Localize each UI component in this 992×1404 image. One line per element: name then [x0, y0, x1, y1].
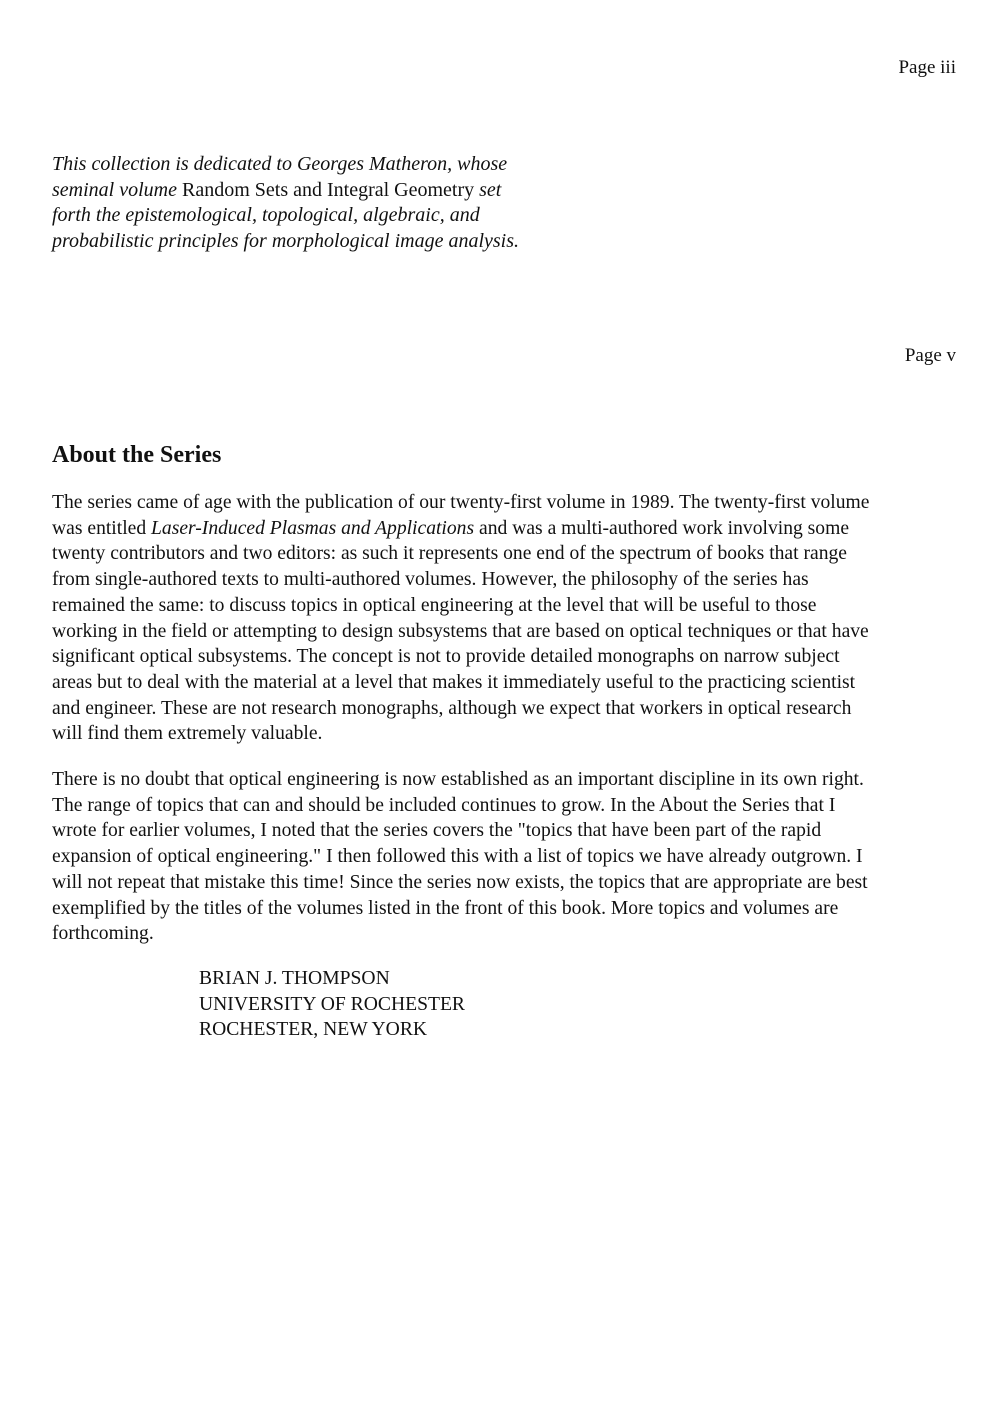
text-line: exemplified by the titles of the volumes listed in the front of this book. More topics and volumes are: [52, 897, 839, 919]
text-line: expansion of optical engineering." I then followed this with a list of topics we have already outgrown. I: [52, 846, 863, 868]
text-line: forthcoming.: [52, 923, 154, 945]
signature-name: BRIAN J. THOMPSON: [199, 968, 390, 989]
page-number-v: Page v: [904, 345, 956, 366]
signature-affiliation: UNIVERSITY OF ROCHESTER: [199, 993, 465, 1015]
paragraph-1: [52, 490, 952, 747]
dedication-line: forth the epistemological, topological, algebraic, and: [52, 204, 480, 226]
text-line: will find them extremely valuable.: [52, 723, 323, 745]
text-line: working in the field or attempting to design subsystems that are based on optical techniques or that have: [52, 620, 869, 642]
text-line: and engineer. These are not research monographs, although we expect that workers in optical research: [52, 697, 852, 719]
signature-block: [199, 966, 465, 1043]
text-line: remained the same: to discuss topics in optical engineering at the level that will be useful to those: [52, 594, 817, 616]
text-line: will not repeat that mistake this time! Since the series now exists, the topics that are appropriate are best: [52, 871, 868, 893]
dedication-line: probabilistic principles for morphological image analysis.: [52, 229, 520, 252]
text-line: significant optical subsystems. The concept is not to provide detailed monographs on narrow subject: [52, 646, 840, 668]
text-line: areas but to deal with the material at a level that makes it immediately useful to the practicing scientist: [52, 671, 856, 693]
dedication-line: This collection is dedicated to Georges Matheron, whose: [52, 153, 508, 175]
text-segment: and was a multi-authored work involving some: [474, 517, 850, 539]
section-heading: About the Series: [52, 442, 222, 468]
page-number-iii: Page iii: [898, 57, 956, 78]
text-line: The series came of age with the publication of our twenty-first volume in 1989. The twenty-first volume: [52, 492, 870, 513]
text-line: wrote for earlier volumes, I noted that the series covers the "topics that have been part of the rapid: [52, 820, 822, 842]
text-segment: was entitled: [52, 517, 152, 539]
dedication-text-italic: set: [479, 178, 502, 201]
text-line: twenty contributors and two editors: as such it represents one end of the spectrum of books that range: [52, 543, 847, 565]
dedication-book-title: Random Sets and Integral Geometry: [176, 178, 480, 201]
dedication-text-italic: seminal volume: [52, 178, 177, 201]
dedication-line: [52, 178, 572, 204]
text-line: from single-authored texts to multi-authored volumes. However, the philosophy of the series has: [52, 569, 809, 591]
text-line: [52, 516, 952, 542]
text-line: The range of topics that can and should be included continues to grow. In the About the Series that I: [52, 794, 836, 816]
text-line: There is no doubt that optical engineering is now established as an important discipline in its own right.: [52, 769, 864, 790]
book-title: Laser-Induced Plasmas and Applications: [151, 517, 475, 539]
paragraph-2: [52, 767, 952, 947]
dedication: [52, 152, 572, 254]
signature-location: ROCHESTER, NEW YORK: [199, 1019, 428, 1041]
